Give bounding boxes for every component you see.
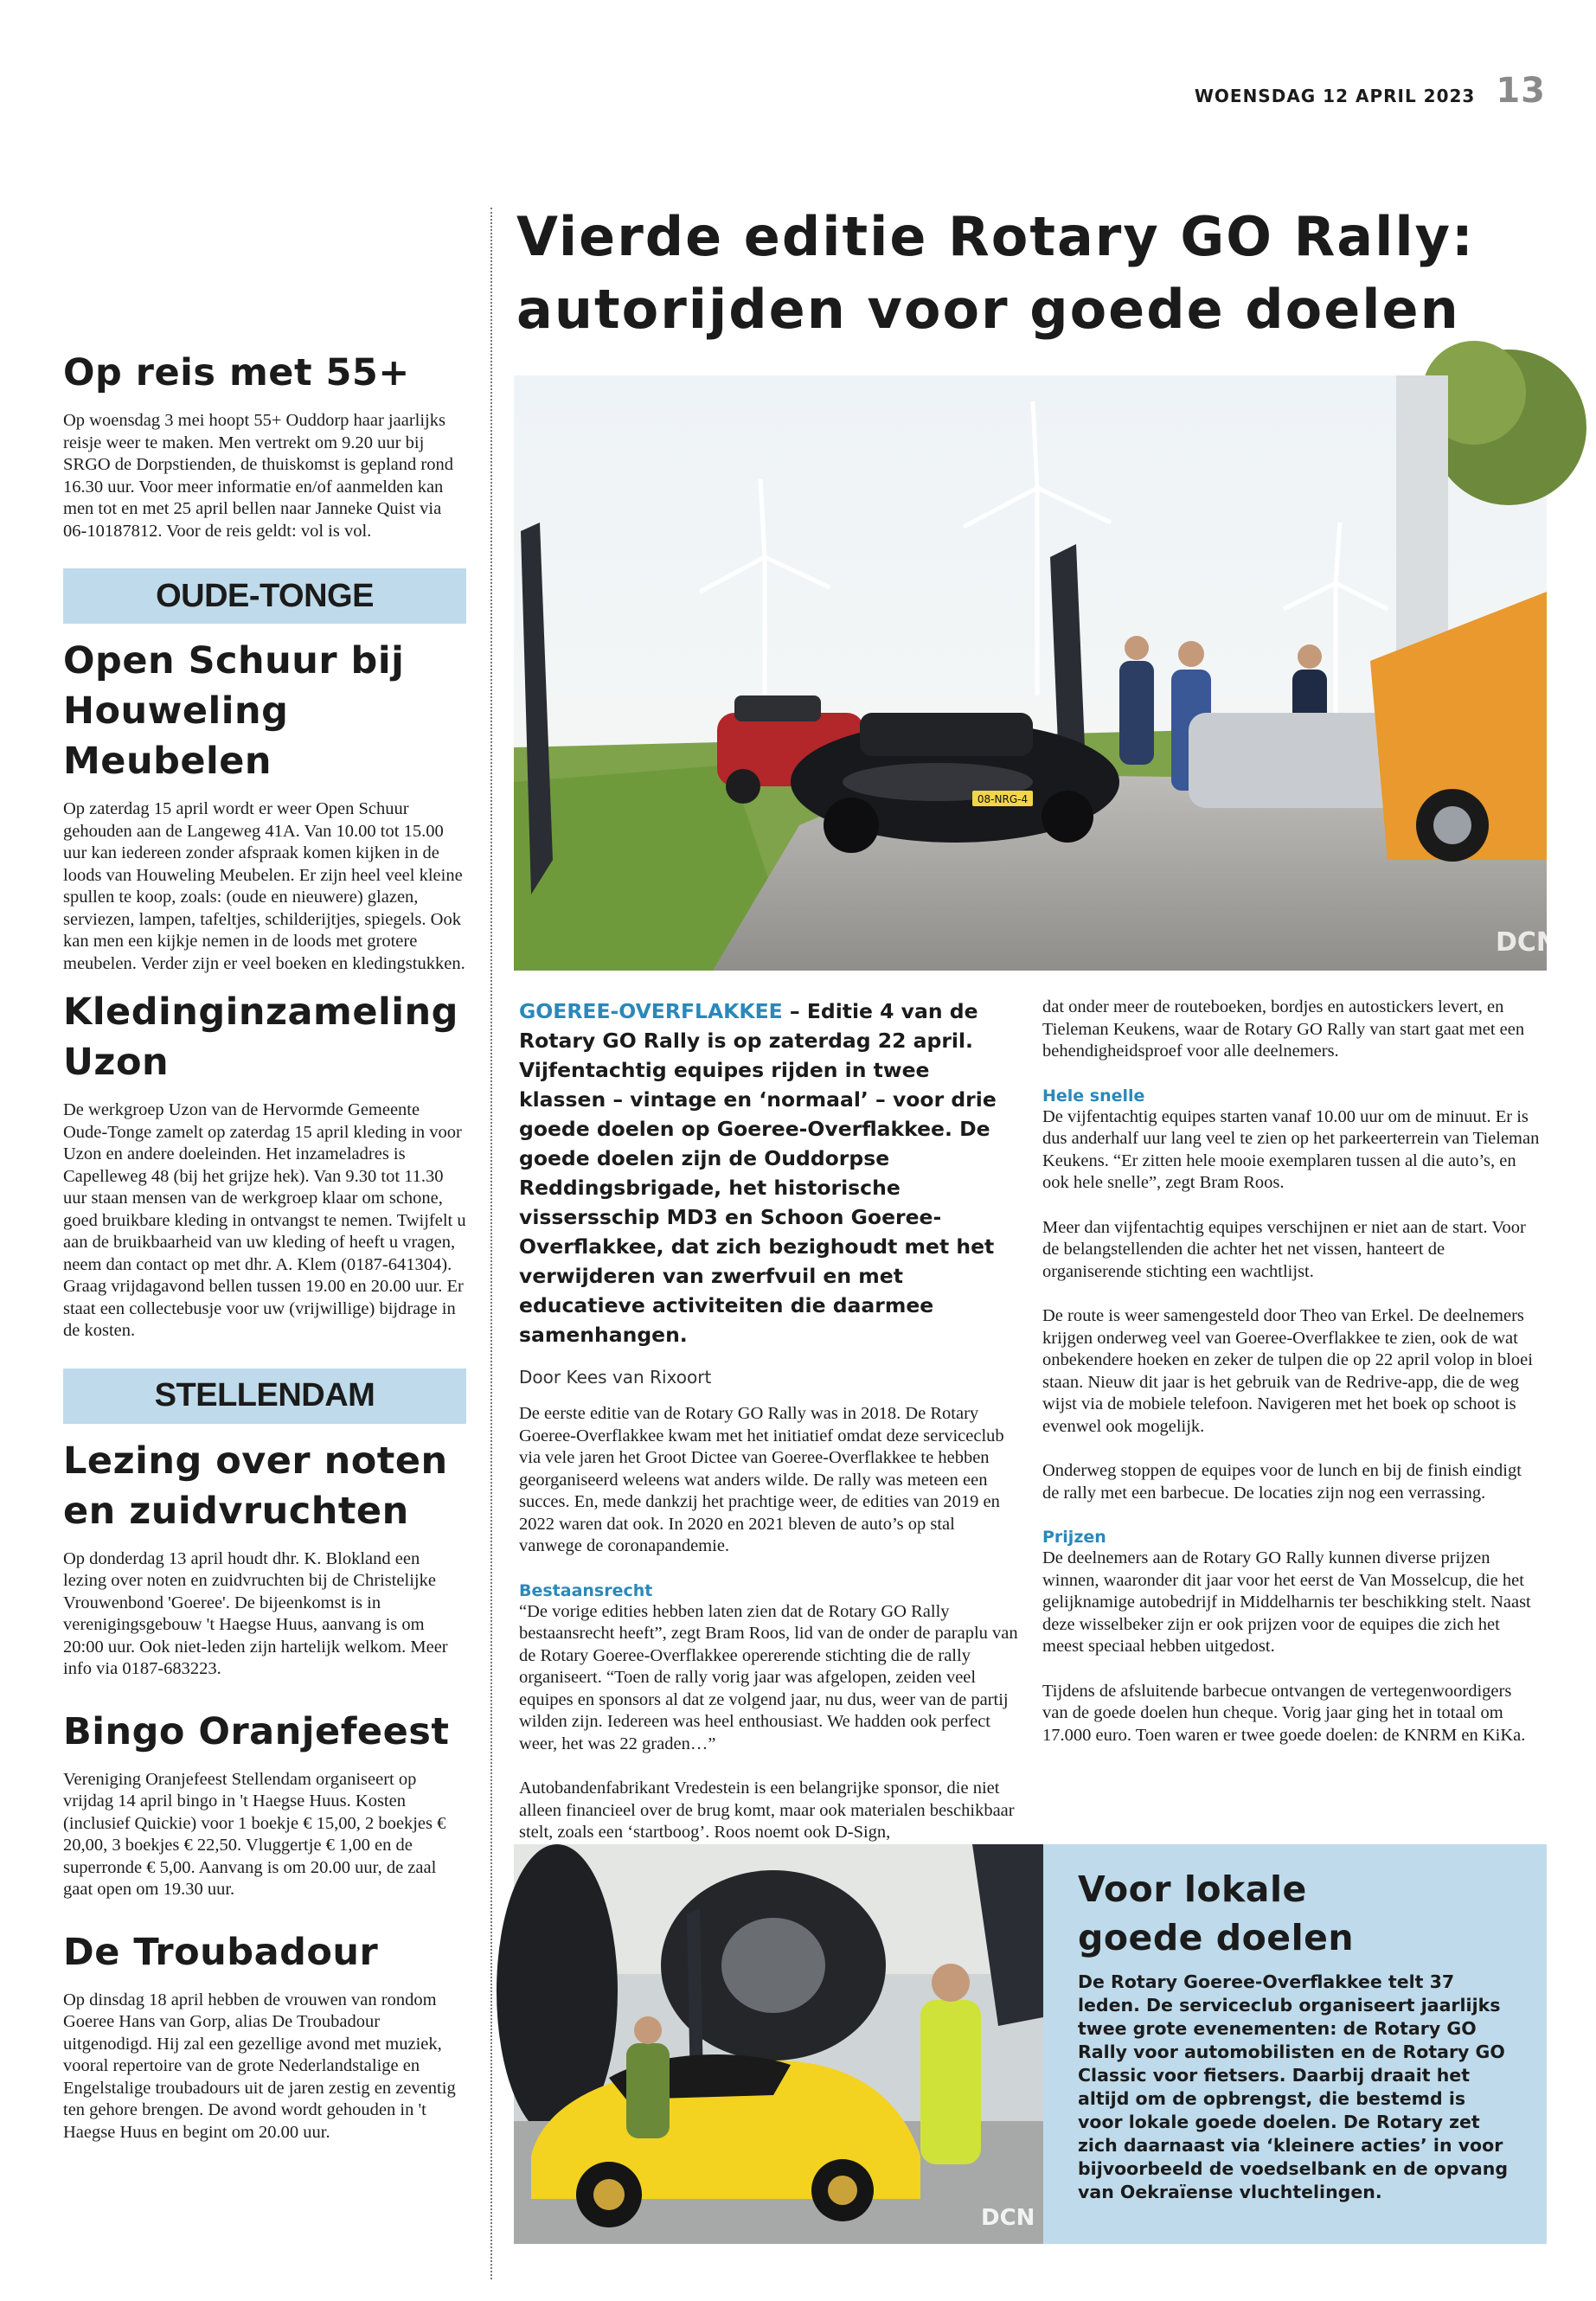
photo-credit-2: DCN — [981, 2205, 1035, 2231]
article-paragraph: Autobandenfabrikant Vredestein is een belangrijke sponsor, die niet alleen financieel over de brug komt, maar ook materialen beschikbaar stelt, zoals een ‘startboog’. Roos noemt ook D-Sign, — [519, 1779, 1015, 1842]
info-box-title — [1078, 1865, 1514, 1962]
article-body-bingo: Vereniging Oranjefeest Stellendam organiseert op vrijdag 14 april bingo in 't Haegse Huus. Kosten (inclusief Quickie) voor 1 boekje € 15,00, 2 boekjes € 20,00, 3 boekjes € 22,50. Vluggertje € 1,00 en de superronde € 5,00. Aanvang is om 20.00 uur, de zaal gaat open om 19.30 uur. — [63, 1769, 446, 1899]
article-column-1 — [519, 997, 1019, 1844]
info-box-title-line1: Voor lokale — [1078, 1868, 1307, 1910]
porsche-photo — [514, 1844, 1043, 2244]
article-paragraph: Onderweg stoppen de equipes voor de lunch en bij de finish eindigt de rally met een barbecue. De locaties zijn nog een verrassing. — [1042, 1461, 1522, 1503]
info-box-title-line2: goede doelen — [1078, 1917, 1355, 1958]
article-paragraph: De vijfentachtig equipes starten vanaf 10.00 uur om de minuut. Er is dus anderhalf uur lang veel te zien op het parkeerterrein van Tieleman Keukens. “Er zitten hele mooie exemplaren tussen al die auto’s, en ook hele snelle”, zegt Bram Roos. — [1042, 1106, 1540, 1192]
lead-placename: GOEREE-OVERFLAKKEE — [519, 999, 783, 1023]
article-title-troubadour: De Troubadour — [63, 1930, 379, 1974]
subheading-bestaansrecht: Bestaansrecht — [519, 1580, 653, 1600]
issue-date: WOENSDAG 12 APRIL 2023 — [1194, 86, 1476, 106]
info-box-text: De Rotary Goeree-Overflakkee telt 37 leden. De serviceclub organiseert jaarlijks twee grote evenementen: de Rotary GO Rally voor automobilisten en de Rotary GO Classic voor fietsers. Daarbij draait het altijd om de opbrengst, die bestemd is voor lokale goede doelen. De Rotary zet zich daarnaast via ‘kleinere acties’ in voor bijvoorbeeld de voedselbank en de opvang van Oekraïense vluchtelingen. — [1078, 1971, 1509, 2202]
article-body-troubadour: Op dinsdag 18 april hebben de vrouwen van rondom Goeree Hans van Gorp, alias De Troubadour uitgenodigd. Hij zal een gezellige avond met muziek, vooral repertoire van de grote Nederlandstalige en Engelstalige troubadours uit de jaren zestig en zeventig ten gehore brengen. De avond wordt gehouden in 't Haegse Huus en begint om 20.00 uur. — [63, 1990, 456, 2142]
article-title-kledinginzameling: Kledinginzameling Uzon — [63, 990, 458, 1084]
lead-text: – Editie 4 van de Rotary GO Rally is op zaterdag 22 april. Vijfentachtig equipes rijden in twee klassen – vintage en ‘normaal’ – voor drie goede doelen op Goeree-Overflakkee. De goede doelen zijn de Ouddorpse Reddingsbrigade, het historische vissersschip MD3 en Schoon Goeree-Overflakkee, dat zich bezighoudt met het verwijderen van zwerfvuil en met educatieve activiteiten die daarmee samenhangen. — [519, 999, 997, 1347]
article-paragraph: De route is weer samengesteld door Theo van Erkel. De deelnemers krijgen onderweg veel van Goeree-Overflakkee te zien, ook de wat onbekendere hoeken en zeker de tulpen die op 22 april volop in bloei staan. Nieuw dit jaar is het gebruik van de Redrive-app, die de weg wijst via de mobiele telefoon. Navigeren met het boek op schoot is evenwel ook mogelijk. — [1042, 1306, 1533, 1436]
main-headline-line1: Vierde editie Rotary GO Rally: — [516, 205, 1475, 268]
article-title-bingo: Bingo Oranjefeest — [63, 1709, 450, 1753]
rally-cars-photo — [514, 375, 1559, 971]
article-title-lezing: Lezing over noten en zuidvruchten — [63, 1439, 448, 1533]
article-column-2 — [1042, 997, 1540, 1747]
article-body-open-schuur: Op zaterdag 15 april wordt er weer Open Schuur gehouden aan de Langeweg 41A. Van 10.00 tot 15.00 uur kan iedereen zonder afspraak komen kijken in de loods van Houweling Meubelen. Er zijn heel veel kleine spullen te koop, zoals: (oude en nieuwere) glazen, serviezen, lampen, tafeltjes, schilderijtjes, spiegels. Ook kan men een kijkje nemen in de loods met grotere meubelen. Verder zijn er veel boeken en kledingstukken. — [63, 799, 465, 973]
page-header — [1195, 71, 1546, 111]
article-paragraph: “De vorige edities hebben laten zien dat de Rotary GO Rally bestaansrecht heeft”, zegt Bram Roos, lid van de onder de paraplu van de Rotary Goeree-Overflakkee opererende stichting die de rally organiseert. “Toen de rally vorig jaar was afgelopen, zeiden veel equipes en sponsors al dat ze volgend jaar, nu dus, weer van de partij wilden zijn. Iedereen was heel enthousiast. We hadden ook perfect weer, het was 22 graden…” — [519, 1601, 1018, 1753]
main-headline — [516, 201, 1554, 346]
section-label-oude-tonge: OUDE-TONGE — [63, 568, 466, 624]
subheading-hele-snelle: Hele snelle — [1042, 1086, 1145, 1106]
license-plate: 08-NRG-4 — [977, 793, 1029, 805]
section-label-stellendam: STELLENDAM — [63, 1368, 466, 1424]
article-paragraph: dat onder meer de routeboeken, bordjes en autostickers levert, en Tieleman Keukens, waar de Rotary GO Rally van start gaat met een behendigheidsproef voor alle deelnemers. — [1042, 997, 1525, 1061]
page-number: 13 — [1496, 71, 1546, 111]
article-lead — [519, 997, 1019, 1349]
main-headline-line2: autorijden voor goede doelen — [516, 278, 1460, 341]
article-paragraph: De eerste editie van de Rotary GO Rally was in 2018. De Rotary Goeree-Overflakkee kwam met het initiatief omdat deze serviceclub via vele jaren het Groot Dictee van Goeree-Overflakkee te hebben georganiseerd weleens wat anders wilde. De rally was meteen een succes. En, mede dankzij het prachtige weer, de edities van 2019 en 2022 waren dat ook. In 2020 en 2021 bleven de auto’s op stal vanwege de coronapandemie. — [519, 1404, 1004, 1555]
subheading-prijzen: Prijzen — [1042, 1528, 1106, 1547]
photo-credit-1: DCN — [1496, 927, 1559, 958]
article-paragraph: Tijdens de afsluitende barbecue ontvangen de vertegenwoordigers van de goede doelen hun cheque. Vorig jaar ging het in totaal om 17.000 euro. Toen waren er twee goede doelen: de KNRM en KiKa. — [1042, 1681, 1526, 1745]
article-paragraph: De deelnemers aan de Rotary GO Rally kunnen diverse prijzen winnen, waaronder dit jaar voor het eerst de Van Mosselcup, die het gelijknamige autobedrijf in Middelharnis ter beschikking stelt. Naast deze wisselbeker zijn er ook prijzen voor de equipes die zich het meest speciaal hebben uitgedost. — [1042, 1548, 1531, 1656]
byline: Door Kees van Rixoort — [519, 1367, 712, 1388]
column-divider — [490, 208, 492, 2279]
article-body-kledinginzameling: De werkgroep Uzon van de Hervormde Gemeente Oude-Tonge zamelt op zaterdag 15 april kleding in voor Uzon en andere doeleinden. Het inzameladres is Capelleweg 48 (bij het grijze hek). Van 9.30 tot 11.30 uur staan mensen van de werkgroep klaar om schone, goed bruikbare kleding in ontvangst te nemen. Twijfelt u aan de bruikbaarheid van uw kleding of heeft u vragen, neem dan contact op met dhr. A. Klem (0187-641304). Graag vrijdagavond bellen tussen 19.00 en 20.00 uur. Er staat een collectebusje voor uw (vrijwillige) bijdrage in de kosten. — [63, 1100, 466, 1340]
article-title-open-schuur: Open Schuur bij Houweling Meubelen — [63, 639, 405, 783]
left-column — [63, 348, 466, 2144]
info-box — [1043, 1844, 1547, 2244]
article-body-lezing: Op donderdag 13 april houdt dhr. K. Blokland een lezing over noten en zuidvruchten bij de Christelijke Vrouwenbond 'Goeree'. De bijeenkomst is in verenigingsgebouw 't Haegse Huus, aanvang is om 20:00 uur. Ook niet-leden zijn hartelijk welkom. Meer info via 0187-683223. — [63, 1548, 448, 1678]
article-title-op-reis: Op reis met 55+ — [63, 351, 410, 394]
article-paragraph: Meer dan vijfentachtig equipes verschijnen er niet aan de start. Voor de belangstellenden die achter het net vissen, hanteert de organiserende stichting een wachtlijst. — [1042, 1217, 1526, 1281]
article-body-op-reis: Op woensdag 3 mei hoopt 55+ Ouddorp haar jaarlijks reisje weer te maken. Men vertrekt om 9.20 uur bij SRGO de Dorpstienden, de thuiskomst is gepland rond 16.30 uur. Voor meer informatie en/of aanmelden kan men tot en met 25 april bellen naar Janneke Quist via 06-10187812. Voor de reis geldt: vol is vol. — [63, 411, 453, 541]
